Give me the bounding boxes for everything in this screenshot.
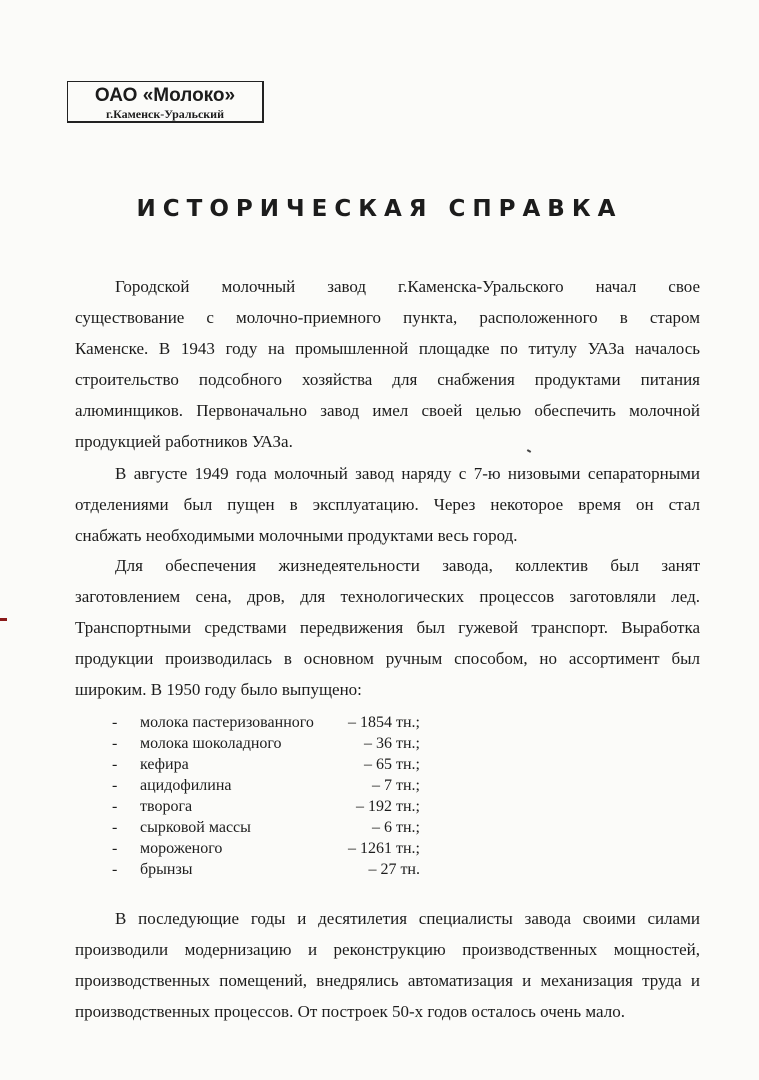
scan-mark xyxy=(0,618,7,621)
paragraph-line: отделениями был пущен в эксплуатацию. Через некоторое время он стал xyxy=(75,495,700,514)
paragraph-line: существование с молочно-приемного пункта, расположенного в старом xyxy=(75,308,700,327)
paragraph-3 xyxy=(75,550,700,705)
paragraph-line: продукцией работников УАЗа. xyxy=(75,432,293,451)
list-item: - мороженого – 1261 тн.; xyxy=(112,840,420,857)
company-city: г.Каменск-Уральский xyxy=(105,107,225,121)
list-item: - молока шоколадного – 36 тн.; xyxy=(112,735,420,752)
paragraph-line: В августе 1949 года молочный завод наряду с 7-ю низовыми сепараторными xyxy=(115,464,700,483)
company-stamp xyxy=(67,81,264,123)
list-item: - кефира – 65 тн.; xyxy=(112,756,420,773)
list-item: - сырковой массы – 6 тн.; xyxy=(112,819,420,836)
list-item: - ацидофилина – 7 тн.; xyxy=(112,777,420,794)
list-item: - творога – 192 тн.; xyxy=(112,798,420,815)
paragraph-line: заготовлением сена, дров, для технологических процессов заготовляли лед. xyxy=(75,587,700,606)
paragraph-line: строительство подсобного хозяйства для снабжения продуктами питания xyxy=(75,370,700,389)
paragraph-4 xyxy=(75,903,700,1027)
paragraph-line: производственных помещений, внедрялись автоматизация и механизация труда и xyxy=(75,971,700,990)
paragraph-1 xyxy=(75,271,700,457)
paragraph-line: производили модернизацию и реконструкцию производственных мощностей, xyxy=(75,940,700,959)
paragraph-line: широким. В 1950 году было выпущено: xyxy=(75,680,362,699)
paragraph-line: снабжать необходимыми молочными продуктами весь город. xyxy=(75,526,518,545)
paragraph-line: производственных процессов. От построек 50-х годов осталось очень мало. xyxy=(75,1002,625,1021)
document-title: ИСТОРИЧЕСКАЯ СПРАВКА xyxy=(136,196,623,222)
paragraph-line: алюминщиков. Первоначально завод имел своей целью обеспечить молочной xyxy=(75,401,700,420)
paragraph-line: Для обеспечения жизнедеятельности завода, коллектив был занят xyxy=(115,556,700,575)
company-name: ОАО «Молоко» xyxy=(94,85,236,106)
paragraph-line: продукции производилась в основном ручным способом, но ассортимент был xyxy=(75,649,700,668)
list-item: - брынзы – 27 тн. xyxy=(112,861,420,878)
production-list xyxy=(112,712,420,880)
list-item: - молока пастеризованного – 1854 тн.; xyxy=(112,714,420,731)
paragraph-line: В последующие годы и десятилетия специалисты завода своими силами xyxy=(115,909,700,928)
paragraph-line: Транспортными средствами передвижения был гужевой транспорт. Выработка xyxy=(75,618,700,637)
paragraph-line: Каменске. В 1943 году на промышленной площадке по титулу УАЗа началось xyxy=(75,339,700,358)
paragraph-2 xyxy=(75,458,700,551)
paragraph-line: Городской молочный завод г.Каменска-Уральского начал свое xyxy=(115,277,700,296)
